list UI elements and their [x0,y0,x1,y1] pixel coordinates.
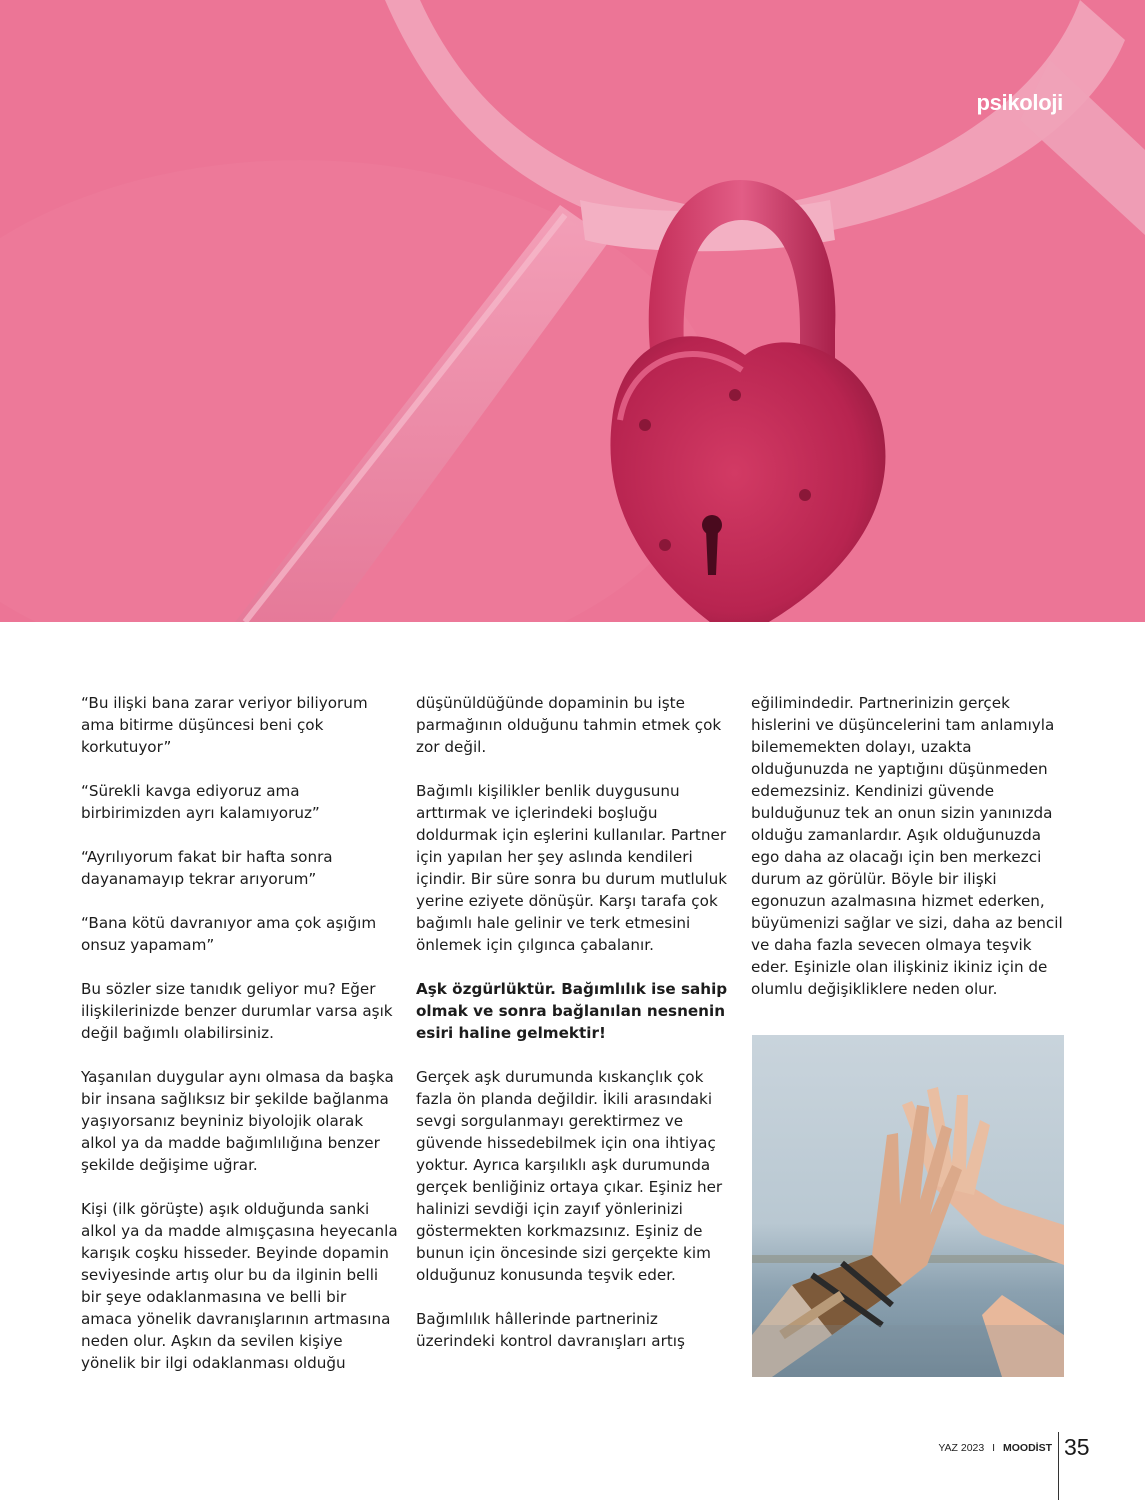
body-paragraph: Bağımlı kişilikler benlik duygusunu arttırmak ve içlerindeki boşluğu doldurmak için eşlerini kullanılar. Partner için yapılan her şey aslında kendileri içindir. Bir süre sonra bu durum mutluluk yerine eziyete dönüşür. Karşı tarafa çok bağımlı hale gelinir ve terk etmesini önlemek için çılgınca çabalanır. [416,782,728,954]
article-column-1 [81,692,401,1396]
heart-padlock-illustration [0,0,1145,622]
body-paragraph: Bağımlılık hâllerinde partneriniz üzerindeki kontrol davranışları artış [416,1310,685,1350]
quote-3: “Ayrılıyorum fakat bir hafta sonra dayanamayıp tekrar arıyorum” [81,848,333,888]
section-tag: psikoloji [976,90,1063,115]
page-number: 35 [1064,1434,1090,1460]
pull-quote-bold: Aşk özgürlüktür. Bağımlılık ise sahip olmak ve sonra bağlanılan nesnenin esiri haline gelmektir! [416,980,728,1042]
quote-4: “Bana kötü davranıyor ama çok aşığım onsuz yapamam” [81,914,377,954]
body-paragraph: Kişi (ilk görüşte) aşık olduğunda sanki alkol ya da madde almışçasına heyecanla karışık coşku hisseder. Beyinde dopamin seviyesinde artış olur bu da ilginin belli bir şeye odaklanmasına ve belli bir amaca yönelik davranışlarının artmasına neden olur. Aşkın da sevilen kişiye yönelik bir ilgi odaklanması olduğu [81,1200,398,1372]
body-paragraph: Yaşanılan duygular aynı olmasa da başka bir insana sağlıksız bir şekilde bağlanma yaşıyorsanız beyniniz biyolojik olarak alkol ya da madde bağımlılığına benzer şekilde değişime uğrar. [81,1068,394,1174]
footer-meta [938,1442,1052,1454]
quote-1: “Bu ilişki bana zarar veriyor biliyorum ama bitirme düşüncesi beni çok korkutuyor” [81,694,368,756]
hands-high-five-illustration [752,1035,1064,1377]
issue-season: YAZ 2023 [938,1442,985,1454]
body-paragraph: düşünüldüğünde dopaminin bu işte parmağının olduğunu tahmin etmek çok zor değil. [416,694,722,756]
hands-photo [752,1035,1064,1377]
body-paragraph: eğilimindedir. Partnerinizin gerçek hislerini ve düşüncelerini tam anlamıyla bilememekten dolayı, uzakta olduğunuzda ne yaptığını düşünmeden edemezsiniz. Kendinizi güvende bulduğunuz tek an onun sizin yanınızda olduğu zamanlardır. Aşık olduğunuzda ego daha az olacağı için ben merkezci durum az görülür. Böyle bir ilişki egonuzun azalmasına hizmet ederken, büyümenizi sağlar ve sizi, daha az bencil ve daha fazla sevecen olmaya teşvik eder. Eşinizle olan ilişkiniz ikiniz için de olumlu değişikliklere neden olur. [751,694,1063,998]
article-column-3 [751,692,1071,1022]
footer-separator: I [992,1442,996,1454]
article-column-2 [416,692,736,1374]
magazine-brand: MOODİST [1003,1442,1052,1454]
quote-2: “Sürekli kavga ediyoruz ama birbirimizden ayrı kalamıyoruz” [81,782,320,822]
footer-divider [1058,1432,1059,1500]
body-paragraph: Gerçek aşk durumunda kıskançlık çok fazla ön planda değildir. İkili arasındaki sevgi sorgulanmayı gerektirmez ve güvende hissedebilmek için ona ihtiyaç yoktur. Ayrıca karşılıklı aşk durumunda gerçek benliğiniz ortaya çıkar. Eşiniz her halinizi sevdiği için zayıf yönlerinizi göstermekten korkmazsınız. Eşiniz de bunun için öncesinde sizi gerçekte kim olduğunuz konusunda teşvik eder. [416,1068,723,1284]
hero-image [0,0,1145,622]
body-paragraph: Bu sözler size tanıdık geliyor mu? Eğer ilişkilerinizde benzer durumlar varsa aşık değil bağımlı olabilirsiniz. [81,980,393,1042]
